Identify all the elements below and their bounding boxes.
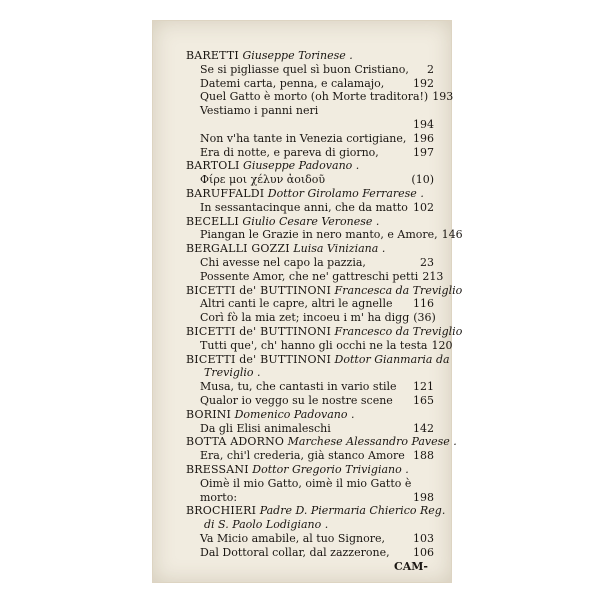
author-surname: BECELLI — [186, 214, 239, 228]
author-surname: BROCHIERI — [186, 504, 257, 518]
first-line-text: Tutti que', ch' hanno gli occhi ne la testa — [200, 338, 428, 352]
first-line-text: Piangan le Grazie in nero manto, e Amore, — [200, 228, 438, 242]
first-line-text: Oimè il mio Gatto, oimè il mio Gatto è — [200, 476, 412, 490]
page-number: 194 — [413, 117, 434, 131]
index-entry — [186, 201, 434, 215]
author-surname: BICETTI de' BUTTINONI — [186, 352, 332, 366]
page-number: 146 — [441, 228, 463, 242]
author-surname: BARTOLI — [186, 159, 240, 173]
first-line-text: Dal Dottoral collar, dal zazzerone, — [200, 545, 390, 559]
first-line-text: Era di notte, e pareva di giorno, — [200, 145, 379, 159]
author-details: Giulio Cesare Veronese . — [238, 214, 380, 228]
first-line-text: Chi avesse nel capo la pazzia, — [200, 255, 366, 269]
first-line-text: Non v'ha tante in Venezia cortigiane, — [200, 131, 407, 145]
continuation-text: Treviglio . — [204, 366, 261, 380]
first-line-text: Possente Amor, che ne' gattreschi petti — [200, 269, 419, 283]
author-details: Dottor Gianmaria da — [331, 352, 450, 366]
page-number: 165 — [413, 393, 434, 407]
author-heading — [186, 324, 463, 339]
index-entry — [186, 297, 434, 311]
author-heading — [186, 187, 434, 201]
first-line-text: Datemi carta, penna, e calamajo, — [200, 76, 385, 90]
first-line-text: Corì fò la mia zet; incoeu i m' ha digg — [200, 311, 410, 325]
author-heading — [186, 215, 434, 229]
author-details: Marchese Alessandro Pavese . — [284, 435, 457, 449]
index-entry — [186, 269, 444, 284]
author-heading — [186, 408, 434, 422]
author-heading — [186, 49, 434, 63]
page-number: 120 — [431, 338, 453, 352]
continuation-text: di S. Paolo Lodigiano . — [204, 518, 329, 532]
author-details: Dottor Girolamo Ferrarese . — [264, 186, 424, 200]
page-number: (36) — [413, 311, 436, 325]
page-number: 196 — [413, 131, 434, 145]
index-entry — [186, 90, 454, 104]
page-number: 197 — [413, 145, 434, 159]
page-number: 142 — [413, 421, 434, 435]
index-entry — [186, 104, 434, 118]
index-entry — [186, 532, 434, 546]
index-entry — [186, 449, 434, 463]
page-number: 102 — [413, 200, 434, 214]
index-entry — [186, 77, 434, 91]
author-details: Francesco da Treviglio — [331, 324, 463, 338]
author-details: Padre D. Piermaria Chierico Reg. — [256, 504, 446, 518]
page-number: 198 — [413, 490, 434, 504]
author-continuation — [186, 366, 434, 380]
index-entry — [186, 132, 434, 146]
page-number: 2 — [427, 62, 434, 76]
catchword: CAM- — [393, 560, 428, 574]
author-continuation — [186, 518, 434, 532]
first-line-text: morto: — [200, 490, 238, 504]
index-entry — [186, 173, 434, 187]
author-details: Francesca da Treviglio — [331, 283, 463, 297]
index-entry — [186, 63, 434, 77]
author-heading — [186, 504, 446, 518]
author-surname: BICETTI de' BUTTINONI — [186, 283, 332, 297]
index-entry — [186, 118, 434, 132]
first-line-text: Se si pigliasse quel sì buon Cristiano, — [200, 62, 409, 76]
first-line-text: Qualor io veggo su le nostre scene — [200, 393, 393, 407]
page-number: 188 — [413, 449, 434, 463]
author-details: Luisa Viniziana . — [289, 242, 386, 256]
page-number: 23 — [420, 255, 434, 269]
page-number: 116 — [413, 297, 434, 311]
first-line-text: Φίρε μοι χέλυν ἀοιδοῦ — [200, 173, 326, 187]
author-surname: BORINI — [186, 407, 232, 421]
page-number: 106 — [413, 545, 434, 559]
index-entry — [186, 311, 434, 325]
author-surname: BICETTI de' BUTTINONI — [186, 324, 332, 338]
author-surname: BARETTI — [186, 49, 239, 62]
index-entry — [186, 477, 434, 491]
author-surname: BERGALLI GOZZI — [186, 242, 290, 256]
author-heading — [186, 463, 434, 477]
index-entry — [186, 146, 434, 160]
author-details: Dottor Gregorio Trivigiano . — [248, 462, 409, 476]
page-number: 103 — [413, 531, 434, 545]
author-details: Giuseppe Torinese . — [238, 49, 353, 62]
author-heading — [186, 283, 463, 298]
index-text — [186, 49, 463, 574]
page-number: 213 — [422, 269, 444, 283]
index-entry — [186, 256, 434, 270]
index-entry — [186, 380, 434, 394]
page-number: 193 — [432, 90, 454, 104]
author-details: Domenico Padovano . — [231, 407, 355, 421]
author-heading — [186, 159, 434, 173]
page-number: 192 — [413, 76, 434, 90]
first-line-text: In sessantacinque anni, che da matto — [200, 200, 408, 214]
first-line-text: Quel Gatto è morto (oh Morte traditora!) — [200, 90, 429, 104]
author-surname: BOTTA ADORNO — [186, 435, 285, 449]
first-line-text: Era, chi'l crederia, già stanco Amore — [200, 449, 405, 463]
index-entry — [186, 422, 434, 436]
author-heading — [186, 352, 450, 367]
index-entry — [186, 394, 434, 408]
author-heading — [186, 435, 457, 449]
page-number: 121 — [413, 380, 434, 394]
author-surname: BRESSANI — [186, 462, 249, 476]
author-heading — [186, 242, 434, 256]
first-line-text: Da gli Elisi animaleschi — [200, 421, 331, 435]
index-entry — [186, 338, 453, 353]
page-number: (10) — [411, 173, 434, 187]
index-entry — [186, 228, 463, 242]
author-details: Giuseppe Padovano . — [239, 159, 360, 173]
first-line-text: Altri canti le capre, altri le agnelle — [200, 297, 393, 311]
author-surname: BARUFFALDI — [186, 186, 265, 200]
index-entry — [186, 491, 434, 505]
first-line-text: Musa, tu, che cantasti in vario stile — [200, 380, 397, 394]
first-line-text: Va Micio amabile, al tuo Signore, — [200, 531, 385, 545]
first-line-text: Vestiamo i panni neri — [200, 104, 319, 118]
index-entry — [186, 546, 434, 560]
